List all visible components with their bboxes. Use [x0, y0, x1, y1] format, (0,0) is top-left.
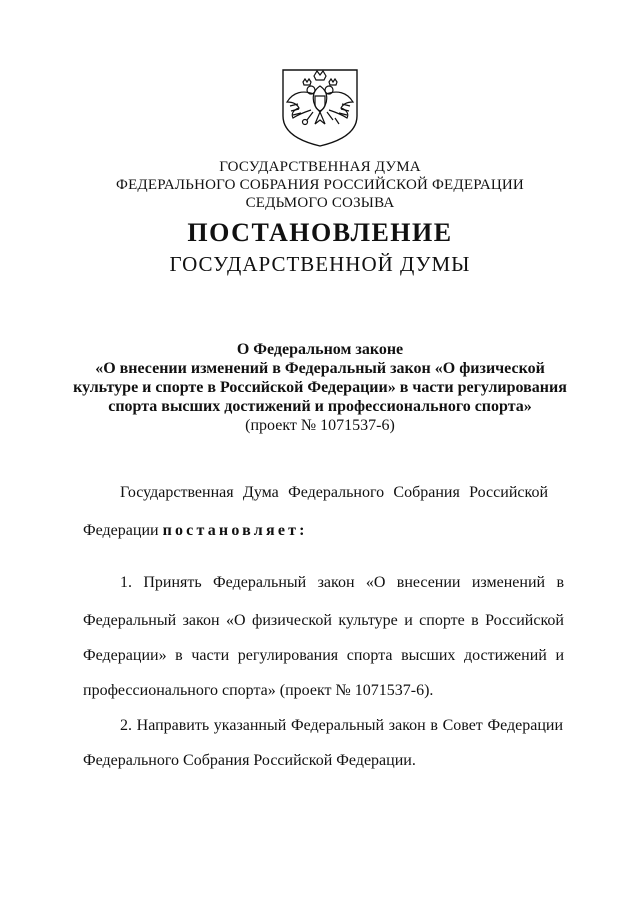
subject-line-4: спорта высших достижений и профессионального спорта»	[108, 398, 532, 415]
document-title: ПОСТАНОВЛЕНИЕ	[187, 218, 453, 247]
coat-of-arms-icon	[281, 68, 359, 148]
subject-line-2: «О внесении изменений в Федеральный закон «О физической	[95, 360, 545, 377]
header-line-1: ГОСУДАРСТВЕННАЯ ДУМА	[219, 159, 421, 175]
intro-federation-word: Федерации	[83, 522, 159, 539]
subject-line-1: О Федеральном законе	[236, 341, 404, 358]
document-subject	[60, 340, 580, 435]
item1-line-2: Федеральный закон «О физической культуре и спорте в Российской	[83, 612, 564, 629]
item1-line-3: Федерации» в части регулирования спорта высших достижений и	[83, 647, 564, 664]
issuer-header	[0, 158, 640, 212]
item1-line-1: 1. Принять Федеральный закон «О внесении изменений в	[120, 574, 564, 591]
subject-line-5: (проект № 1071537-6)	[245, 417, 395, 434]
resolves-word: постановляет:	[162, 522, 308, 539]
intro-line-2	[83, 522, 563, 540]
item2-line-2: Федерального Собрания Российской Федерации.	[83, 752, 416, 769]
header-line-2: ФЕДЕРАЛЬНОГО СОБРАНИЯ РОССИЙСКОЙ ФЕДЕРАЦИИ	[116, 177, 524, 193]
item1-line-4: профессионального спорта» (проект № 1071537-6).	[83, 682, 434, 699]
document-subtitle: ГОСУДАРСТВЕННОЙ ДУМЫ	[169, 252, 471, 276]
intro-line-1: Государственная Дума Федерального Собрания Российской	[120, 484, 548, 501]
subject-line-3: культуре и спорте в Российской Федерации» в части регулирования	[73, 379, 567, 396]
item2-line-1: 2. Направить указанный Федеральный закон в Совет Федерации	[120, 717, 563, 734]
header-line-3: СЕДЬМОГО СОЗЫВА	[245, 195, 395, 211]
